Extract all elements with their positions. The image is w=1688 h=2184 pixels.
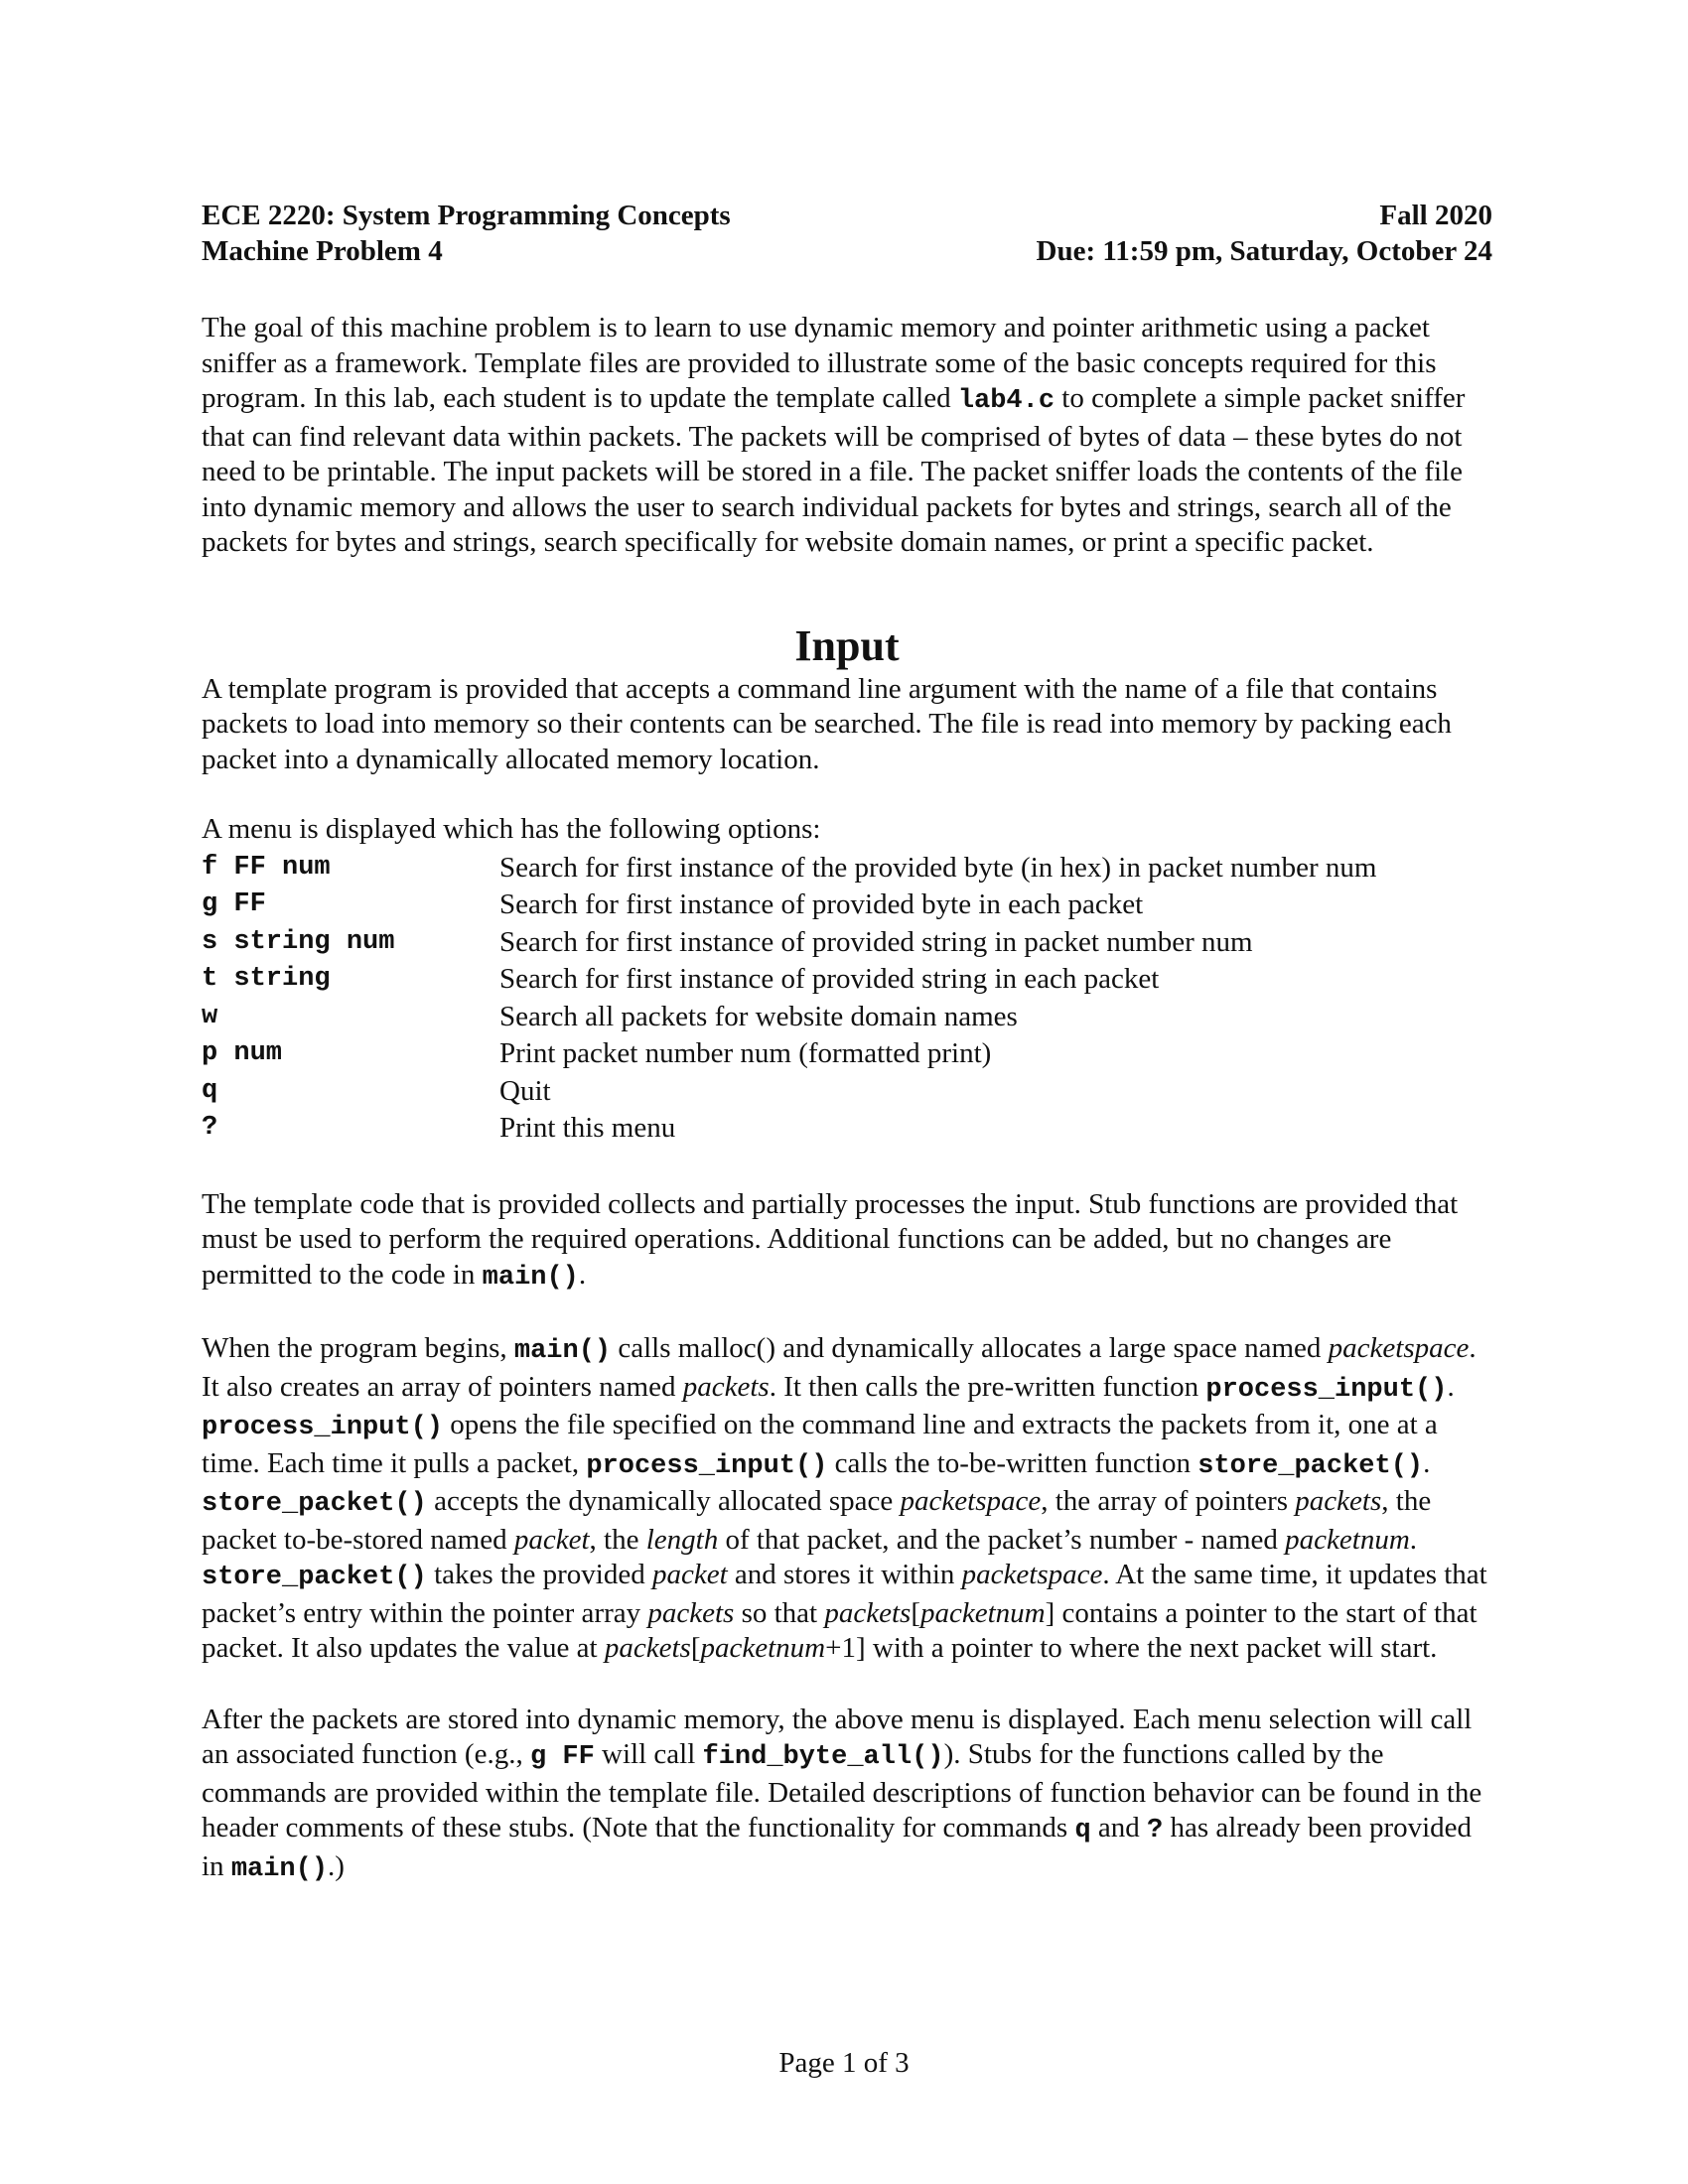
document-header [202,199,1492,269]
code-find-byte-all: find_byte_all() [702,1742,944,1772]
text: , the [589,1523,646,1556]
code-store-packet: store_packet() [202,1489,427,1519]
text: ). Stubs for the functions called by the commands are provided within the template file. Detailed descriptions of function behavior can be found in the header comments of these stubs. (Note that the functionality for commands [202,1738,1482,1843]
menu-row [202,961,1492,999]
italic-term: packets [604,1632,691,1664]
code-command: g FF [529,1742,595,1772]
code-store-packet: store_packet() [1197,1450,1424,1481]
italic-term: packetnum [700,1632,826,1664]
italic-term: packet [513,1523,590,1556]
text: and stores it within [727,1559,962,1590]
text: . [1423,1446,1431,1479]
text: and [1090,1812,1148,1843]
header-left [202,199,731,269]
text: .) [328,1849,345,1882]
text: . [1409,1523,1418,1556]
due-date: Due: 11:59 pm, Saturday, October 24 [1036,234,1492,267]
code-store-packet: store_packet() [202,1563,427,1592]
intro-paragraph [202,311,1492,561]
code-process-input: process_input() [202,1413,444,1442]
menu-description: Search for first instance of provided string in packet number num [499,925,1253,958]
text: takes the provided [426,1559,652,1590]
menu-command: t string [202,964,331,994]
italic-term: packetspace [961,1559,1103,1590]
menu-command: f FF num [202,852,331,883]
text: . [1447,1370,1455,1403]
menu-description: Print packet number num (formatted print) [499,1037,992,1069]
menu-command: q [202,1075,218,1106]
menu-description: Search for first instance of provided byte in each packet [499,888,1144,920]
code-command: q [1074,1816,1091,1845]
italic-term: packetnum [1285,1523,1410,1556]
code-command: ? [1147,1816,1164,1845]
menu-command: s string num [202,926,395,957]
code-main: main() [482,1262,579,1293]
menu-table [202,850,1492,1148]
text: +1] with a pointer to where the next packet will start. [825,1632,1438,1664]
menu-command: g FF [202,889,266,919]
section-heading-input: Input [794,620,900,670]
menu-intro: A menu is displayed which has the following options: [202,813,821,845]
text: will call [594,1738,703,1770]
menu-description: Search for first instance of provided string in each packet [499,963,1160,995]
assignment-title: Machine Problem 4 [202,234,443,267]
italic-term: packets [647,1596,735,1629]
menu-row [202,887,1492,924]
italic-term: packetspace [900,1485,1042,1517]
menu-description: Quit [499,1074,551,1107]
document-page [202,199,1492,1887]
code-main: main() [230,1853,329,1884]
italic-term: packets [1295,1485,1382,1517]
menu-command: p num [202,1038,283,1068]
italic-term: packet [651,1559,728,1590]
menu-row [202,999,1492,1036]
course-title: ECE 2220: System Programming Concepts [202,200,731,231]
text: [ [690,1632,701,1664]
intro-text-2: to complete a simple packet sniffer that can find relevant data within packets. The packets will be comprised of bytes of data – these bytes do not need to be printable. The input packets will be stored in a file. The packet sniffer loads the contents of the file into dynamic memory and allows the user to search individual packets for bytes and strings, search all of the packets for bytes and strings, search specifically for website domain names, or print a specific packet. [202,382,1466,558]
text: . [578,1258,587,1291]
menu-behavior-paragraph [202,1703,1492,1888]
italic-term: packets [682,1370,770,1403]
text: of that packet, and the packet’s number - named [718,1523,1286,1556]
text: , the packet to-be-stored named [202,1485,1432,1556]
text: , the array of pointers [1041,1485,1296,1517]
text: has already been provided in [202,1812,1473,1882]
text: opens the file specified on the command line and extracts the packets from it, one at a time. Each time it pulls a packet, [202,1409,1438,1479]
menu-row [202,850,1492,887]
text: . It then calls the pre-written function [769,1370,1206,1403]
menu-description: Search all packets for website domain names [499,1000,1018,1032]
text: ] contains a pointer to the start of that packet. It also updates the value at [202,1596,1477,1664]
text: [ [911,1596,920,1629]
menu-row [202,1035,1492,1073]
input-paragraph: A template program is provided that accepts a command line argument with the name of a file that contains packets to load into memory so their contents can be searched. The file is read into memory by packing each packet into a dynamically allocated memory location. [202,672,1452,775]
code-filename: lab4.c [957,386,1055,416]
menu-description: Print this menu [499,1112,676,1144]
text: . It also creates an array of pointers named [202,1332,1477,1403]
code-process-input: process_input() [1205,1374,1448,1405]
page-number: Page 1 of 3 [778,2047,910,2079]
menu-command: ? [202,1113,218,1143]
template-paragraph [202,1187,1492,1297]
menu-description: Search for first instance of the provided byte (in hex) in packet number num [499,851,1377,884]
text: accepts the dynamically allocated space [426,1485,901,1517]
header-right [1037,199,1492,269]
code-main: main() [513,1336,612,1366]
menu-row [202,1073,1492,1111]
menu-row [202,1110,1492,1148]
text: so that [734,1596,825,1629]
text: When the program begins, [202,1332,514,1364]
code-process-input: process_input() [586,1450,828,1481]
text: calls malloc() and dynamically allocates a large space named [611,1332,1329,1364]
term: Fall 2020 [1379,200,1492,231]
program-flow-paragraph [202,1331,1492,1667]
text: . At the same time, it updates that packet’s entry within the pointer array [202,1559,1487,1629]
italic-term: length [645,1523,719,1556]
text: After the packets are stored into dynamic memory, the above menu is displayed. Each menu selection will call an associated function (e.g., [202,1703,1473,1770]
italic-term: packetspace [1328,1332,1470,1364]
menu-row [202,924,1492,962]
italic-term: packets [824,1596,912,1629]
text: The template code that is provided collects and partially processes the input. Stub functions are provided that must be used to perform the required operations. Additional functions can be added, but no changes are permitted to the code in [202,1187,1459,1291]
intro-text-1: The goal of this machine problem is to learn to use dynamic memory and pointer arithmetic using a packet sniffer as a framework. Template files are provided to illustrate some of the basic concepts required for this program. In this lab, each student is to update the template called [202,312,1437,414]
italic-term: packetnum [920,1596,1046,1629]
menu-command: w [202,1001,218,1031]
text: calls the to-be-written function [827,1446,1198,1479]
